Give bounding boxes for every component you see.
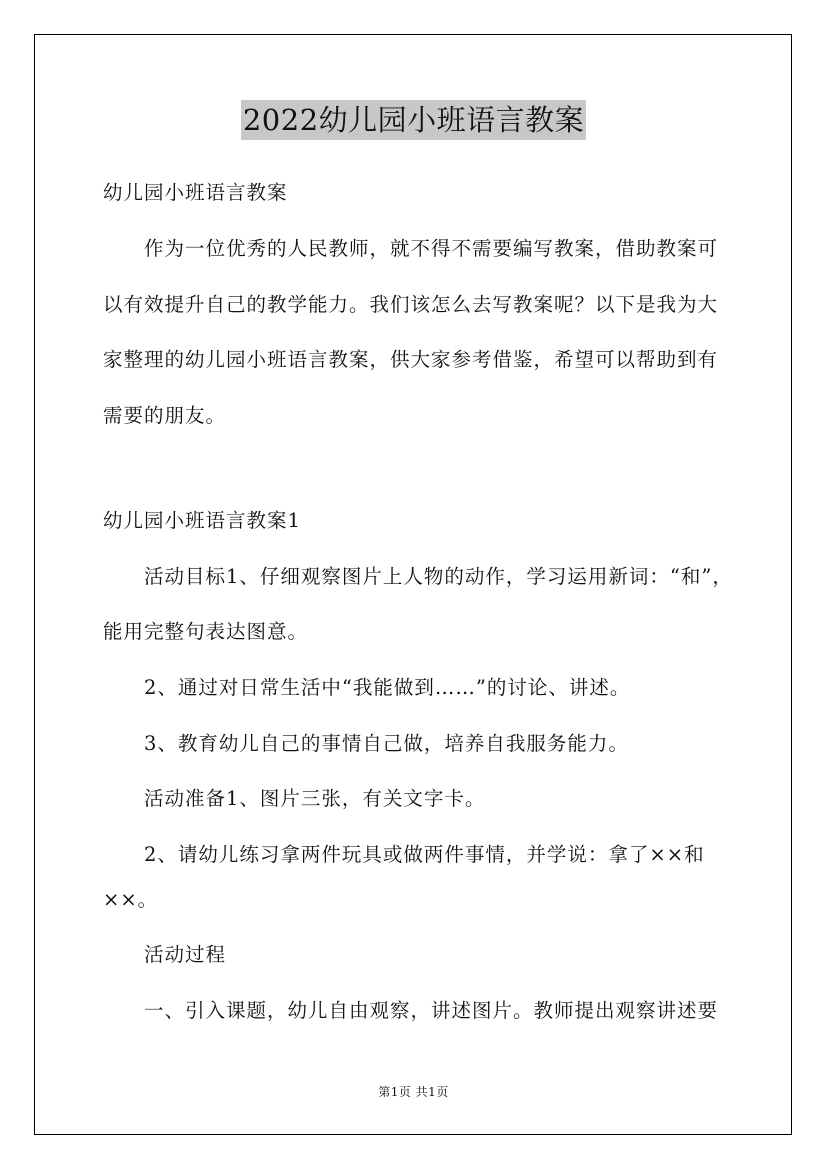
intro-paragraph-line: 家整理的幼儿园小班语言教案，供大家参考借鉴，希望可以帮助到有 (103, 348, 719, 371)
lesson-paragraph-line: ××。 (103, 888, 159, 911)
page-number-footer: 第1页 共1页 (378, 1085, 449, 1099)
lesson-paragraph-line: 活动过程 (144, 943, 227, 966)
lesson-paragraph-line: 3、教育幼儿自己的事情自己做，培养自我服务能力。 (144, 732, 629, 755)
document-title (0, 100, 827, 140)
lesson-heading: 幼儿园小班语言教案1 (103, 509, 301, 532)
lesson-paragraph-line: 活动目标1、仔细观察图片上人物的动作，学习运用新词：“和”， (144, 565, 733, 588)
intro-paragraph-line: 需要的朋友。 (103, 404, 227, 427)
lesson-paragraph-line: 2、通过对日常生活中“我能做到……”的讨论、讲述。 (144, 676, 631, 699)
document-title-text: 2022幼儿园小班语言教案 (241, 100, 586, 140)
section-heading: 幼儿园小班语言教案 (103, 181, 288, 204)
lesson-paragraph-line: 2、请幼儿练习拿两件玩具或做两件事情，并学说：拿了××和 (144, 843, 705, 866)
lesson-paragraph-line: 能用完整句表达图意。 (103, 620, 309, 643)
lesson-paragraph-line: 活动准备1、图片三张，有关文字卡。 (144, 787, 486, 810)
intro-paragraph-line: 作为一位优秀的人民教师，就不得不需要编写教案，借助教案可 (144, 237, 719, 260)
lesson-paragraph-line: 一、引入课题，幼儿自由观察，讲述图片。教师提出观察讲述要 (144, 999, 719, 1022)
intro-paragraph-line: 以有效提升自己的教学能力。我们该怎么去写教案呢？以下是我为大 (103, 293, 719, 316)
